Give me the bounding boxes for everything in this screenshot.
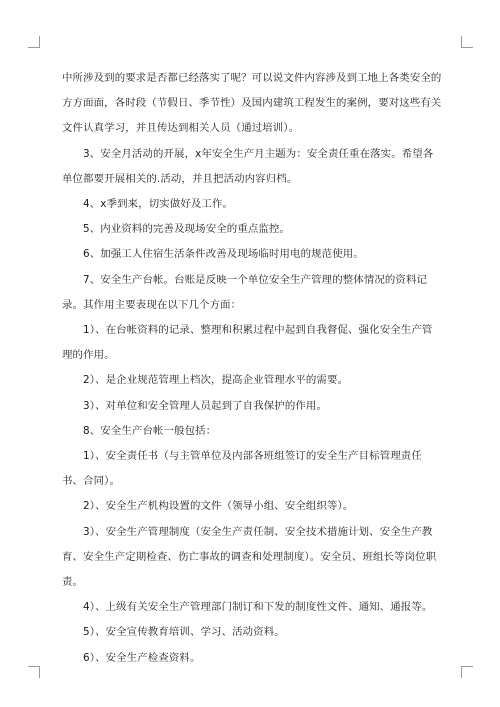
paragraph-item-7-sub-3: 3）、对单位和安全管理人员起到了自我保护的作用。: [83, 399, 327, 412]
document-body: [62, 66, 442, 671]
paragraph-item-8-sub-1: 1）、安全责任书（与主管单位及内部各班组签订的安全生产目标管理责任书、合同）。: [62, 450, 422, 488]
paragraph-item-6: 6、加强工人住宿生活条件改善及现场临时用电的规范使用。: [83, 248, 364, 261]
paragraph-item-3: 3、安全月活动的开展，x年安全生产月主题为：安全责任重在落实。希望各单位都要开展相关的.活动，并且把活动内容归档。: [62, 147, 434, 185]
paragraph-item-5: 5、内业资料的完善及现场安全的重点监控。: [83, 223, 291, 236]
paragraph-item-8-sub-2: 2）、安全生产机构设置的文件（领导小组、安全组织等）。: [83, 500, 354, 513]
paragraph-item-7-sub-1: 1）、在台帐资料的记录、整理和积累过程中起到自我督促、强化安全生产管理的作用。: [62, 324, 433, 362]
paragraph-item-4: 4、x季到来，切实做好及工作。: [83, 198, 234, 211]
crop-mark-top-right: [461, 36, 473, 48]
paragraph-item-8-sub-5: 5）、安全宣传教育培训、学习、活动资料。: [83, 626, 285, 639]
paragraph-item-7: 7、安全生产台帐。台账是反映一个单位安全生产管理的整体情况的资料记录。其作用主要表现在以下几个方面：: [62, 273, 428, 311]
crop-mark-top-left: [28, 36, 40, 48]
paragraph-item-7-sub-2: 2）、是企业规范管理上档次，提高企业管理水平的需要。: [83, 374, 349, 387]
paragraph-item-8-sub-6: 6）、安全生产检查资料。: [83, 651, 201, 664]
paragraph-continuation: 中所涉及到的要求是否都已经落实了呢？可以说文件内容涉及到工地上各类安全的方方面面，各时段（节假日、季节性）及国内建筑工程发生的案例，要对这些有关文件认真学习，并且传达到相关人员（通过培训）。: [62, 72, 442, 135]
paragraph-item-8-sub-4: 4）、上级有关安全生产管理部门制订和下发的制度性文件、通知、通报等。: [83, 601, 433, 614]
crop-mark-bottom-left: [28, 666, 40, 678]
crop-mark-bottom-right: [461, 666, 473, 678]
paragraph-item-8-sub-3: 3）、安全生产管理制度（安全生产责任制、安全技术措施计划、安全生产教育、安全生产定期检查、伤亡事故的调查和处理制度）。安全员、班组长等岗位职责。: [62, 525, 437, 589]
paragraph-item-8: 8、安全生产台帐一般包括：: [83, 424, 217, 437]
